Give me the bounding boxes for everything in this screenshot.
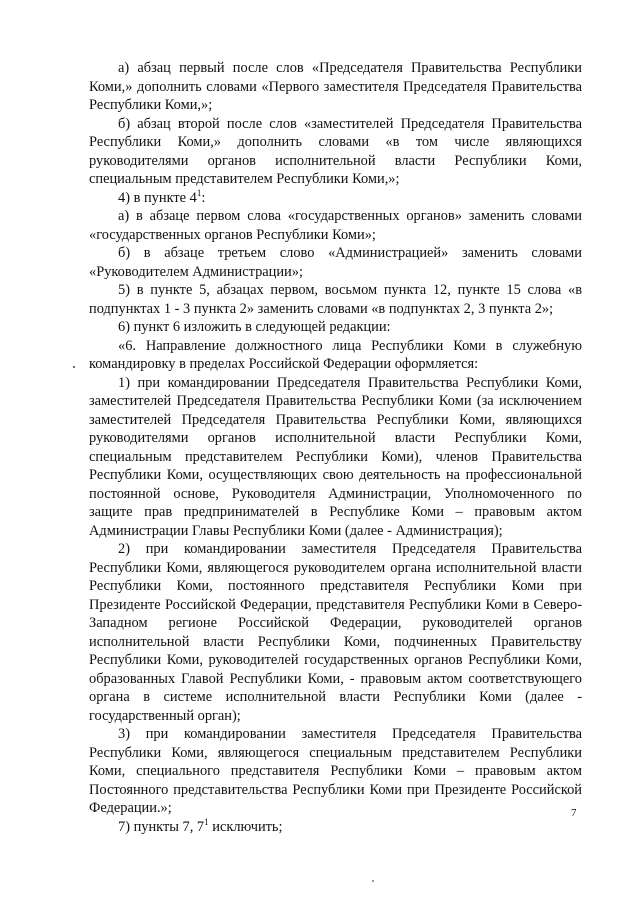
bottom-dot (372, 880, 374, 882)
paragraph-4b: б) в абзаце третьем слово «Администрацией» заменить словами «Руководителем Администрации»; (89, 245, 582, 280)
paragraph-6-1: 1) при командировании Председателя Правительства Республики Коми, заместителей Председателя Правительства Республики Коми (за исключением заместителей Председателя Правительства Республики Коми, являющихся руководителями органов исполнительной власти Республики Коми, специальным представителем Республики Коми), членов Правительства Республики Коми, осуществляющих свою деятельность на профессиональной постоянной основе, Руководителя Администрации, Уполномоченного по защите прав предпринимателей в Республике Коми – правовым актом Администрации Главы Республики Коми (далее - Администрация); (89, 374, 582, 539)
item-7-text: 7) пункты 7, 7 (118, 818, 205, 835)
paragraph-item-4 (89, 189, 582, 208)
paragraph-1a: а) абзац первый после слов «Председателя Правительства Республики Коми,» дополнить словами «Первого заместителя Председателя Правительства Республики Коми,»; (89, 60, 582, 113)
paragraph-4a: а) в абзаце первом слова «государственных органов» заменить словами «государственных органов Республики Коми»; (89, 208, 582, 243)
paragraph-quote-6: «6. Направление должностного лица Республики Коми в служебную командировку в пределах Российской Федерации оформляется: (89, 337, 582, 372)
item-4-superscript: 1 (196, 187, 202, 198)
margin-dot (73, 366, 75, 368)
document-body (89, 59, 582, 836)
paragraph-6-3: 3) при командировании заместителя Председателя Правительства Республики Коми, являющегося специальным представителем Республики Коми, специального представителя Республики Коми – правовым актом Постоянного представительства Республики Коми при Президенте Российской Федерации.»; (89, 726, 582, 816)
item-7-superscript: 1 (204, 816, 209, 827)
paragraph-item-5: 5) в пункте 5, абзацах первом, восьмом пункта 12, пункте 15 слова «в подпунктах 1 - 3 пункта 2» заменить словами «в подпунктах 2, 3 пункта 2»; (89, 282, 582, 317)
item-7-suffix: исключить; (208, 818, 283, 835)
paragraph-1b: б) абзац второй после слов «заместителей Председателя Правительства Республики Коми,» дополнить словами «в том числе являющихся руководителями органов исполнительной власти Республики Коми, специальным представителем Республики Коми,»; (89, 115, 582, 187)
item-4-suffix: : (201, 189, 206, 206)
paragraph-item-7 (89, 818, 582, 837)
page-number: 7 (571, 807, 577, 819)
item-4-text: 4) в пункте 4 (118, 189, 197, 206)
paragraph-item-6: 6) пункт 6 изложить в следующей редакции: (118, 319, 391, 335)
paragraph-6-2: 2) при командировании заместителя Председателя Правительства Республики Коми, являющегося руководителем органа исполнительной власти Республики Коми, постоянного представителя Республики Коми при Президенте Российской Федерации, представителя Республики Коми в Северо-Западном регионе Российской Федерации, руководителей органов исполнительной власти Республики Коми, подчиненных Правительству Республики Коми, руководителей государственных органов Республики Коми, образованных Главой Республики Коми, - правовым актом соответствующего органа в системе исполнительной власти Республики Коми (далее - государственный орган); (89, 541, 582, 724)
